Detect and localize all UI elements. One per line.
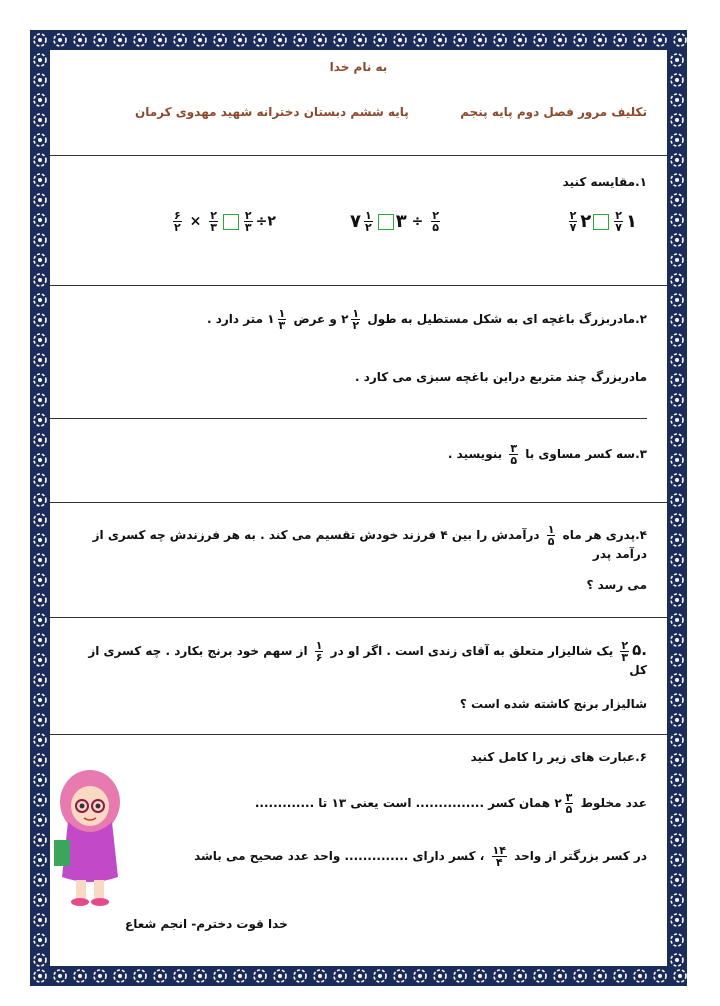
question-1-prompt: ۱.مقایسه کنید — [562, 175, 647, 189]
worksheet — [50, 50, 667, 966]
assignment-title: تکلیف مرور فصل دوم پایه پنجم — [460, 105, 647, 119]
question-5-line2: شالیزار برنج کاشته شده است ؟ — [459, 697, 647, 711]
answer-box[interactable] — [223, 214, 239, 230]
header — [50, 50, 667, 156]
compare-3: $\frac{۶}{۲}$ × $\frac{۲}{۳}$ $\frac{۲}{۳}$ ÷۲ — [174, 209, 276, 234]
divider — [50, 617, 667, 618]
answer-box[interactable] — [593, 214, 609, 230]
divider — [50, 418, 647, 419]
question-6-line1: عدد مخلوط $\frac{۳}{۵}$ ۲ همان کسر ............... است یعنی ۱۳ تا ............. — [254, 791, 647, 816]
answer-box[interactable] — [378, 214, 394, 230]
question-4-line2: می رسد ؟ — [586, 578, 647, 592]
question-5: .۵ $\frac{۲}{۳}$ یک شالیزار متعلق به آقای زندی است . اگر او در $\frac{۱}{۶}$ از سهم خود برنج بکارد . چه کسری از کل — [88, 639, 647, 677]
school-name: پایه ششم دبستان دخترانه شهید مهدوی کرمان — [135, 105, 409, 119]
compare-2: ۷ $\frac{۱}{۲}$ ۳ ÷ $\frac{۲}{۵}$ — [350, 209, 439, 234]
question-6-line2: در کسر بزرگتر از واحد $\frac{۱۴}{۴}$ ، کسر دارای .............. واحد عدد صحیح می باشد — [194, 844, 647, 869]
compare-1: $\frac{۲}{۷}$ ۲ $\frac{۲}{۷}$ ۱ — [569, 209, 637, 234]
question-2-line2: مادربزرگ چند متربع دراین باغچه سبزی می کارد . — [354, 370, 647, 384]
girl-illustration — [40, 762, 140, 912]
page-title: به نام خدا — [329, 60, 388, 74]
divider — [50, 502, 667, 503]
question-2: ۲.مادربزرگ باغچه ای به شکل مستطیل به طول $\frac{۱}{۲}$ ۲ و عرض $\frac{۱}{۳}$ ۱ متر دارد . — [206, 307, 647, 332]
question-4: ۴.پدری هر ماه $\frac{۱}{۵}$ درآمدش را بین ۴ فرزند خودش تقسیم می کند . به هر فرزندش چه کسری از درآمد پدر — [92, 523, 647, 561]
question-3: ۳.سه کسر مساوی با $\frac{۳}{۵}$ بنویسید . — [447, 442, 647, 467]
divider — [50, 734, 667, 735]
divider — [50, 285, 667, 286]
footer-signature: خدا قوت دخترم- انجم شعاع — [125, 917, 288, 931]
question-6-title: ۶.عبارت های زیر را کامل کنید — [470, 750, 647, 764]
